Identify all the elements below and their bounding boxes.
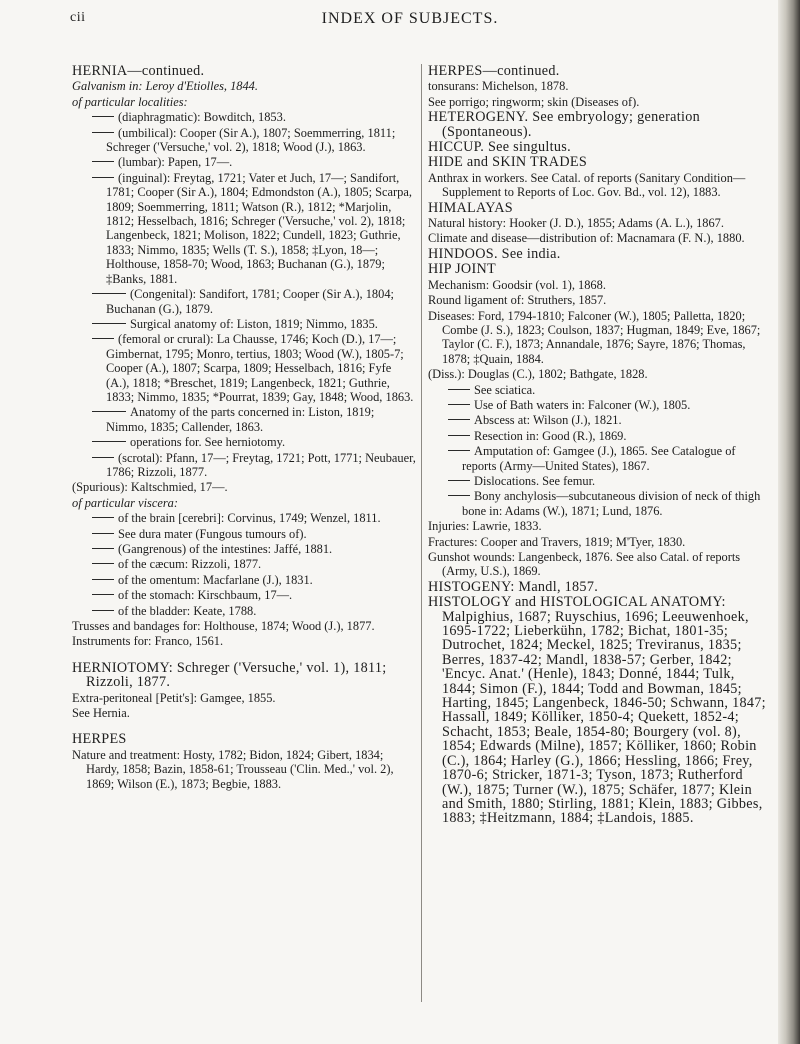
entry-text: of particular localities: [72, 94, 188, 109]
index-entry [428, 155, 772, 169]
index-entry [428, 550, 772, 579]
index-entry [428, 519, 772, 533]
index-entry [428, 216, 772, 230]
index-entry [72, 405, 416, 434]
entry-text: tonsurans: Michelson, 1878. [428, 79, 569, 94]
entry-text: Fractures: Cooper and Travers, 1819; M'Tyer, 1830. [428, 534, 686, 549]
index-entry [72, 706, 416, 720]
entry-text: Round ligament of: Struthers, 1857. [428, 293, 607, 308]
index-entry [72, 95, 416, 109]
index-entry [428, 429, 772, 443]
index-entry [72, 634, 416, 648]
index-entry [72, 64, 416, 78]
ditto-dash [92, 441, 126, 442]
index-entry [72, 451, 416, 480]
page-number: cii [70, 10, 86, 25]
index-entry [428, 398, 772, 412]
index-entry [72, 480, 416, 494]
index-entry [428, 474, 772, 488]
entry-text: Dislocations. See femur. [474, 473, 596, 488]
right-column [428, 64, 772, 827]
entry-text: Climate and disease—distribution of: Macnamara (F. N.), 1880. [428, 231, 745, 246]
entry-text: Natural history: Hooker (J. D.), 1855; Adams (A. L.), 1867. [428, 216, 724, 231]
index-entry [72, 110, 416, 124]
index-entry [428, 595, 772, 826]
index-entry [72, 748, 416, 791]
column-divider [421, 64, 422, 1002]
index-entry [72, 691, 416, 705]
ditto-dash [92, 457, 114, 458]
index-entry [428, 95, 772, 109]
index-entry [72, 573, 416, 587]
running-header [70, 10, 750, 32]
index-entry [72, 126, 416, 155]
index-entry [72, 619, 416, 633]
ditto-dash [92, 323, 126, 324]
entry-text: Abscess at: Wilson (J.), 1821. [474, 413, 622, 428]
index-entry [428, 201, 772, 215]
index-entry [428, 444, 772, 473]
ditto-dash [92, 579, 114, 580]
entry-text: Mechanism: Goodsir (vol. 1), 1868. [428, 277, 606, 292]
entry-text: HERPES—continued. [428, 63, 560, 79]
entry-text: HISTOLOGY and HISTOLOGICAL ANATOMY: Malpighius, 1687; Ruyschius, 1696; Leeuwenhoek, 1695-1722; Lieberkühn, 1782; Bichat, 1801-35; Dutrochet, 1824; Meckel, 1825; Treviranus, 1835; Berres, 1837-42; Mandl, 1838-57; Gerber, 1842; 'Encyc. Anat.' (Henle), 1843; Donné, 1844; Tulk, 1844; Simon (F.), 1844; Todd and Bowman, 1845; Harting, 1845; Langenbeck, 1846-50; Schwann, 1847; Hassall, 1849; Kölliker, 1850-4; Quekett, 1852-4; Schacht, 1853; Beale, 1854-80; Bourgery (vol. 8), 1854; Edwards (Milne), 1857; Kölliker, 1860; Robin (C.), 1864; Harley (G.), 1866; Hessling, 1866; Frey, 1870-6; Stricker, 1871-3; Tyson, 1873; Rutherford (W.), 1875; Turner (W.), 1875; Schäfer, 1877; Klein and Smith, 1880; Stirling, 1881; Klein, 1883; Gibbes, 1883; ‡Heitzmann, 1884; ‡Landois, 1885. [428, 594, 766, 827]
index-entry [72, 661, 416, 690]
index-entry [428, 247, 772, 261]
index-entry [428, 64, 772, 78]
entry-text: HERNIA—continued. [72, 63, 205, 79]
index-entry [72, 171, 416, 286]
entry-text: of the brain [cerebri]: Corvinus, 1749; Wenzel, 1811. [118, 511, 381, 526]
ditto-dash [92, 563, 114, 564]
entry-text: Diseases: Ford, 1794-1810; Falconer (W.), 1805; Palletta, 1820; Combe (J. S.), 1823; Coulson, 1837; Hugman, 1849; Eve, 1867; Taylor (C. F.), 1873; Annandale, 1876; Sayre, 1876; Thomas, 1878; ‡Quain, 1884. [428, 308, 761, 366]
ditto-dash [92, 517, 114, 518]
entry-text: See sciatica. [474, 382, 536, 397]
entry-text: (inguinal): Freytag, 1721; Vater et Juch, 17—; Sandifort, 1781; Cooper (Sir A.), 1804; Edmondston (A.), 1805; Scarpa, 1809; Soemmerring, 1811; Watson (R.), 1812; *Marjolin, 1812; Hesselbach, 1816; Schreger ('Versuche,' vol. 2), 1818; Langenbeck, 1821; Molison, 1822; Cundell, 1823; Guthrie, 1833; Nimmo, 1835; Wells (T. S.), 1858; ‡Lyon, 18—; Holthouse, 1858-70; Wood, 1863; Buchanan (G.), 1879; ‡Banks, 1881. [106, 170, 412, 286]
index-entry [72, 79, 416, 93]
index-entry [428, 231, 772, 245]
ditto-dash [92, 548, 114, 549]
entry-text: See porrigo; ringworm; skin (Diseases of). [428, 94, 640, 109]
index-entry [72, 496, 416, 510]
index-entry [72, 557, 416, 571]
entry-text: (Spurious): Kaltschmied, 17—. [72, 480, 228, 495]
entry-text: Surgical anatomy of: Liston, 1819; Nimmo, 1835. [130, 316, 378, 331]
entry-text: HIDE and SKIN TRADES [428, 154, 588, 171]
entry-text: Gunshot wounds: Langenbeck, 1876. See also Catal. of reports (Army, U.S.), 1869. [428, 550, 741, 579]
index-entry [428, 367, 772, 381]
entry-text: (diaphragmatic): Bowditch, 1853. [118, 110, 286, 125]
index-entry [72, 527, 416, 541]
index-entry [72, 155, 416, 169]
entry-text: of particular viscera: [72, 495, 178, 510]
entry-text: operations for. See herniotomy. [130, 435, 286, 450]
ditto-dash [92, 610, 114, 611]
entry-text: HINDOOS. See india. [428, 245, 561, 262]
left-column [72, 64, 416, 792]
entry-text: Extra-peritoneal [Petit's]: Gamgee, 1855. [72, 690, 276, 705]
ditto-dash [448, 480, 470, 481]
entry-text: See Hernia. [72, 706, 130, 721]
entry-text: HETEROGENY. See embryology; generation (Spontaneous). [428, 109, 700, 140]
entry-text: of the omentum: Macfarlane (J.), 1831. [118, 572, 313, 587]
index-entry [72, 511, 416, 525]
index-entry [428, 383, 772, 397]
entry-text: HIP JOINT [428, 261, 496, 278]
entry-text: Trusses and bandages for: Holthouse, 1874; Wood (J.), 1877. [72, 619, 375, 634]
ditto-dash [92, 293, 126, 294]
index-entry [72, 542, 416, 556]
ditto-dash [92, 116, 114, 117]
entry-text: HICCUP. See singultus. [428, 139, 571, 156]
entry-text: (lumbar): Papen, 17—. [118, 155, 233, 170]
entry-text: of the bladder: Keate, 1788. [118, 603, 257, 618]
index-entry [428, 79, 772, 93]
ditto-dash [92, 338, 114, 339]
index-entry [72, 732, 416, 746]
ditto-dash [92, 594, 114, 595]
entry-text: of the stomach: Kirschbaum, 17—. [118, 588, 293, 603]
index-entry [428, 580, 772, 594]
ditto-dash [448, 404, 470, 405]
page-title: INDEX OF SUBJECTS. [321, 10, 499, 27]
index-entry [72, 332, 416, 404]
ditto-dash [92, 161, 114, 162]
index-entry [428, 140, 772, 154]
ditto-dash [92, 177, 114, 178]
entry-text: Use of Bath waters in: Falconer (W.), 1805. [474, 397, 691, 412]
ditto-dash [448, 419, 470, 420]
entry-text: Bony anchylosis—subcutaneous division of neck of thigh bone in: Adams (W.), 1871; Lund, 1876. [462, 489, 761, 518]
entry-text: (Congenital): Sandifort, 1781; Cooper (Sir A.), 1804; Buchanan (G.), 1879. [106, 287, 394, 316]
entry-text: Amputation of: Gamgee (J.), 1865. See Catalogue of reports (Army—United States), 1867. [462, 444, 736, 473]
entry-text: Resection in: Good (R.), 1869. [474, 428, 627, 443]
index-entry [72, 588, 416, 602]
ditto-dash [448, 435, 470, 436]
entry-text: (Diss.): Douglas (C.), 1802; Bathgate, 1828. [428, 367, 648, 382]
entry-text: (Gangrenous) of the intestines: Jaffé, 1881. [118, 542, 333, 556]
index-entry [428, 413, 772, 427]
entry-text: (femoral or crural): La Chausse, 1746; Koch (D.), 17—; Gimbernat, 1795; Monro, tertius, 1803; Wood (W.), 1805-7; Cooper (A.), 1807; Scarpa, 1809; Hesselbach, 1816; Fyfe (A.), 1818; *Breschet, 1819; Langenbeck, 1821; Guthrie, 1833; Nimmo, 1835; *Pourrat, 1839; Gay, 1848; Wood, 1863. [106, 332, 414, 404]
index-entry [428, 278, 772, 292]
index-entry [428, 171, 772, 200]
ditto-dash [448, 495, 470, 496]
page-edge-shadow [778, 0, 800, 1044]
index-entry [428, 489, 772, 518]
index-entry [428, 262, 772, 276]
index-entry [72, 604, 416, 618]
index-entry [72, 287, 416, 316]
entry-text: Anatomy of the parts concerned in: Liston, 1819; Nimmo, 1835; Callender, 1863. [106, 405, 375, 434]
ditto-dash [92, 411, 126, 412]
entry-text: of the cæcum: Rizzoli, 1877. [118, 557, 262, 572]
entry-text: Injuries: Lawrie, 1833. [428, 519, 542, 534]
index-entry [428, 309, 772, 367]
entry-text: Instruments for: Franco, 1561. [72, 634, 224, 649]
entry-text: HISTOGENY: Mandl, 1857. [428, 578, 599, 595]
index-entry [428, 293, 772, 307]
entry-text: See dura mater (Fungous tumours of). [118, 526, 307, 541]
entry-text: (umbilical): Cooper (Sir A.), 1807; Soemmerring, 1811; Schreger ('Versuche,' vol. 2), 1818; Wood (J.), 1863. [106, 125, 396, 155]
index-entry [72, 435, 416, 449]
index-entry [428, 110, 772, 139]
index-entry [72, 317, 416, 331]
entry-text: HERNIOTOMY: Schreger ('Versuche,' vol. 1), 1811; Rizzoli, 1877. [72, 659, 387, 691]
entry-text: HERPES [72, 731, 127, 748]
entry-text: Nature and treatment: Hosty, 1782; Bidon, 1824; Gibert, 1834; Hardy, 1858; Bazin, 1858-61; Trousseau ('Clin. Med.,' vol. 2), 1869; Wilson (E.), 1873; Begbie, 1883. [72, 747, 394, 791]
ditto-dash [448, 389, 470, 390]
entry-text: Galvanism in: Leroy d'Etiolles, 1844. [72, 79, 258, 94]
ditto-dash [448, 450, 470, 451]
entry-text: (scrotal): Pfann, 17—; Freytag, 1721; Pott, 1771; Neubauer, 1786; Rizzoli, 1877. [106, 450, 416, 479]
index-entry [428, 535, 772, 549]
ditto-dash [92, 533, 114, 534]
ditto-dash [92, 132, 114, 133]
entry-text: HIMALAYAS [428, 199, 513, 216]
entry-text: Anthrax in workers. See Catal. of reports (Sanitary Condition—Supplement to Reports of Loc. Gov. Bd., vol. 12), 1883. [428, 170, 746, 200]
